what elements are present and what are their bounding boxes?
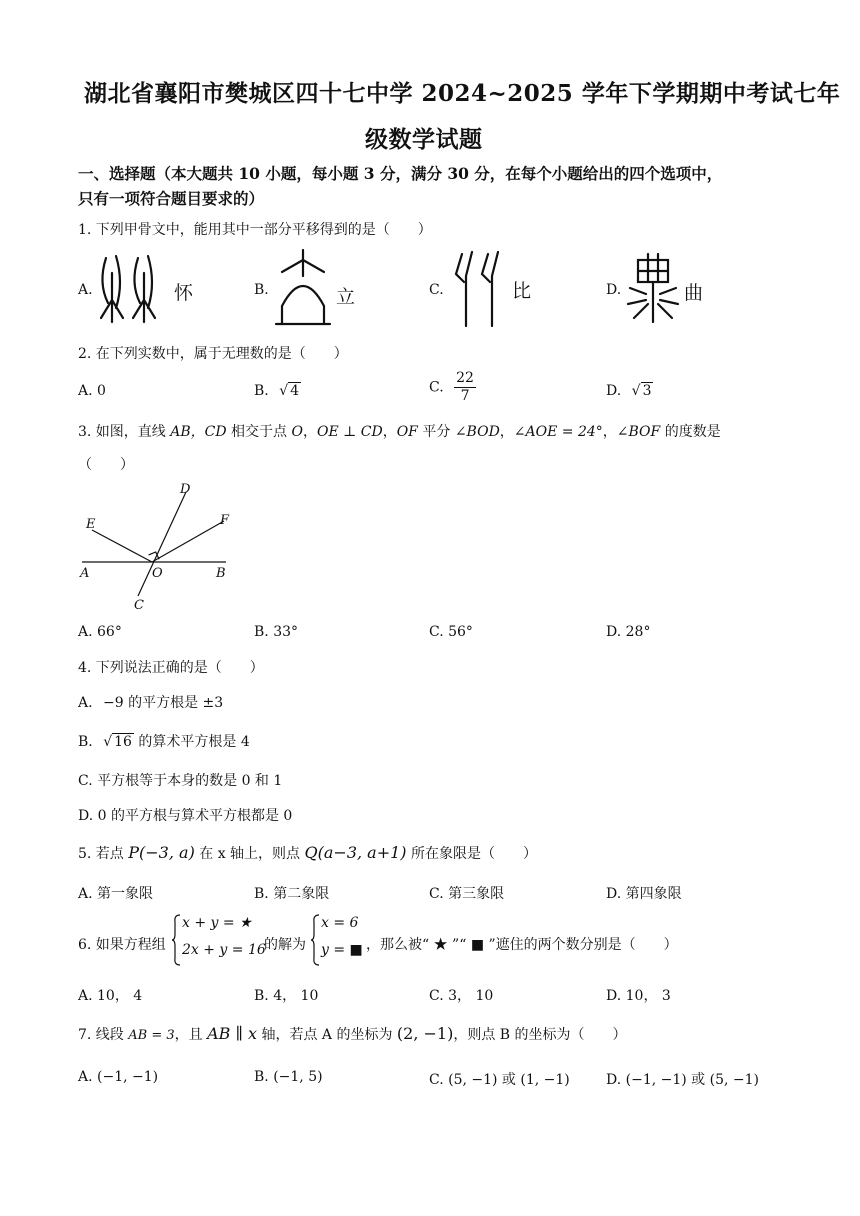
q2-option-b <box>254 383 301 399</box>
question-3-stem: 3. 如图，直线 AB，CD 相交于点 O，OE ⊥ CD，OF 平分 ∠BOD，∠AOE = 24°，∠BOF 的度数是 <box>78 424 721 440</box>
figure-label-c: C <box>134 598 144 612</box>
figure-label-d: D <box>180 482 191 497</box>
question-6-prefix: 6. 如果方程组 <box>78 937 166 953</box>
q2-option-d <box>606 383 653 399</box>
question-1-stem: 1. 下列甲骨文中，能用其中一部分平移得到的是（ ） <box>78 222 432 238</box>
figure-label-o: O <box>152 566 163 581</box>
q4-option-c: C. 平方根等于本身的数是 0 和 1 <box>78 773 283 789</box>
left-brace-icon <box>310 914 320 966</box>
question-5-stem: 5. 若点 P(−3, a) 在 x 轴上，则点 Q(a−3, a+1) 所在象限是（ ） <box>78 843 537 862</box>
page-title-line1: 湖北省襄阳市樊城区四十七中学 2024~2025 学年下学期期中考试七年 <box>84 80 841 107</box>
question-3-figure <box>76 478 246 612</box>
q3-option-b: B. 33° <box>254 624 299 640</box>
q2-option-b-letter: B. <box>254 383 269 399</box>
q1-option-c-char: 比 <box>512 280 532 302</box>
q1-option-d-char: 曲 <box>684 282 704 304</box>
question-2-stem: 2. 在下列实数中，属于无理数的是（ ） <box>78 346 348 362</box>
q4-option-d: D. 0 的平方根与算术平方根都是 0 <box>78 808 293 824</box>
q2-option-d-radicand: 3 <box>642 383 652 399</box>
q5-option-a: A. 第一象限 <box>78 886 154 902</box>
q3-option-c: C. 56° <box>429 624 473 640</box>
q1-option-b-letter: B. <box>254 282 269 298</box>
q6-option-b: B. 4， 10 <box>254 988 319 1004</box>
ray-oe <box>92 530 152 562</box>
question-3-bracket: （ ） <box>78 457 134 473</box>
q1-option-a-char: 怀 <box>174 282 194 304</box>
question-4-stem: 4. 下列说法正确的是（ ） <box>78 660 264 676</box>
q7-option-d: D. (−1, −1) 或 (5, −1) <box>606 1072 759 1088</box>
figure-label-a: A <box>80 566 90 581</box>
fraction-numerator: 22 <box>456 370 474 386</box>
fraction-denominator: 7 <box>460 388 470 404</box>
q6-tail-text: ，那么被“ ★ ”“ ■ ”遮住的两个数分别是（ ） <box>366 937 678 953</box>
q2-option-b-radicand: 4 <box>290 383 300 399</box>
oracle-glyph-huai-icon <box>96 248 171 328</box>
q6-option-d: D. 10， 3 <box>606 988 671 1004</box>
figure-label-e: E <box>86 517 96 532</box>
q5-option-d: D. 第四象限 <box>606 886 682 902</box>
q6-equation-2: 2x + y = 16 <box>182 942 266 958</box>
q1-option-d-letter: D. <box>606 282 622 298</box>
page-title-line2: 级数学试题 <box>365 126 483 153</box>
q6-middle-text: 的解为 <box>264 937 306 953</box>
q5-option-b: B. 第二象限 <box>254 886 330 902</box>
q6-solution-y: y = ■ <box>321 942 363 958</box>
sqrt-icon: √ <box>103 734 113 750</box>
q7-option-a: A. (−1, −1) <box>78 1069 159 1085</box>
figure-label-b: B <box>216 566 226 581</box>
q2-option-a: A. 0 <box>78 383 106 399</box>
q6-option-c: C. 3， 10 <box>429 988 494 1004</box>
q4-option-b: B. √ 16 的算术平方根是 4 <box>78 734 250 750</box>
q1-option-a-letter: A. <box>78 282 93 298</box>
q5-option-c: C. 第三象限 <box>429 886 505 902</box>
left-brace-icon <box>171 914 181 966</box>
q3-option-a: A. 66° <box>78 624 122 640</box>
section-header-line1: 一、选择题（本大题共 10 小题，每小题 3 分，满分 30 分，在每个小题给出的四个选项中， <box>78 164 723 183</box>
q2-option-c <box>429 370 476 405</box>
q4-option-a: A. −9 的平方根是 ±3 <box>78 695 224 711</box>
figure-label-f: F <box>220 513 230 528</box>
q1-option-b-char: 立 <box>336 286 356 308</box>
oracle-glyph-qu-icon <box>624 250 682 326</box>
sqrt-icon: √ <box>279 383 289 399</box>
question-7-stem: 7. 线段 AB = 3，且 AB ∥ x 轴，若点 A 的坐标为 (2, −1)，则点 B 的坐标为（ ） <box>78 1024 627 1043</box>
q7-option-c: C. (5, −1) 或 (1, −1) <box>429 1072 570 1088</box>
q3-option-d: D. 28° <box>606 624 651 640</box>
oracle-glyph-li-icon <box>272 246 334 328</box>
q6-equation-1: x + y = ★ <box>182 915 252 931</box>
q6-option-a: A. 10， 4 <box>78 988 143 1004</box>
section-header-line2: 只有一项符合题目要求的） <box>78 189 265 208</box>
q2-option-d-letter: D. <box>606 383 622 399</box>
q1-option-c-letter: C. <box>429 282 444 298</box>
q2-option-c-letter: C. <box>429 379 444 396</box>
q2-option-c-fraction <box>454 370 476 405</box>
q7-option-b: B. (−1, 5) <box>254 1069 323 1085</box>
q6-solution-x: x = 6 <box>321 915 359 931</box>
sqrt-icon: √ <box>631 383 641 399</box>
oracle-glyph-bi-icon <box>448 246 512 328</box>
